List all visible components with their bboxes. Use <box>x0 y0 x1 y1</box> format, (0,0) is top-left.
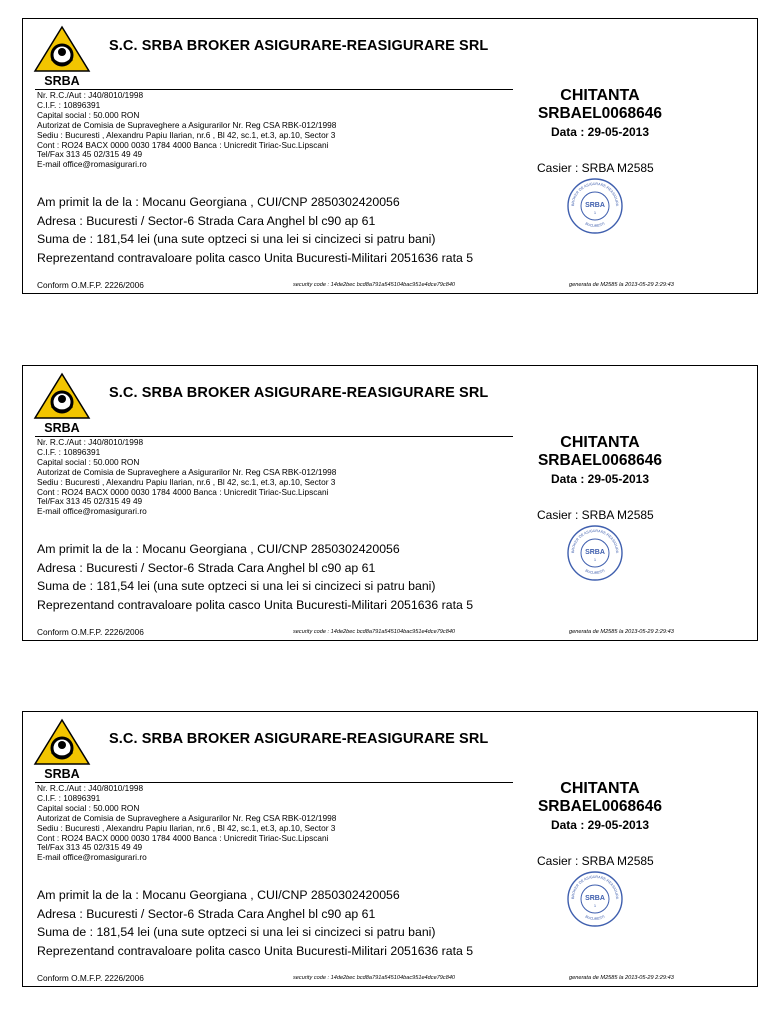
payer-line: Am primit la de la : Mocanu Georgiana , CUI/CNP 2850302420056 <box>37 888 400 902</box>
svg-text:BUCURESTI <box>585 222 606 228</box>
generated-by: generata de M2585 la 2013-05-29 2:29:43 <box>569 282 674 288</box>
company-name: S.C. SRBA BROKER ASIGURARE-REASIGURARE SRL <box>109 385 489 401</box>
share-capital: Capital social : 50.000 RON <box>37 456 140 467</box>
cashier: Casier : SRBA M2585 <box>537 854 654 868</box>
receipt-body <box>37 540 473 614</box>
phone-fax: Tel/Fax 313 45 02/315 49 49 <box>37 842 143 853</box>
logo-text: SRBA <box>44 74 80 87</box>
svg-text:BUCURESTI <box>585 915 606 921</box>
document-title: CHITANTA <box>560 87 640 104</box>
share-capital: Capital social : 50.000 RON <box>37 109 140 120</box>
document-title: CHITANTA <box>560 434 640 451</box>
logo-text: SRBA <box>44 767 80 780</box>
headquarters: Sediu : Bucuresti , Alexandru Papiu Ilarian, nr.6 , Bl 42, sc.1, et.3, ap.10, Sector 3 <box>37 822 336 833</box>
headquarters: Sediu : Bucuresti , Alexandru Papiu Ilarian, nr.6 , Bl 42, sc.1, et.3, ap.10, Sector 3 <box>37 476 336 487</box>
document-title: CHITANTA <box>560 780 640 797</box>
legal-reference: Conform O.M.F.P. 2226/2006 <box>37 627 144 637</box>
srba-logo <box>33 718 91 780</box>
fiscal-code: C.I.F. : 10896391 <box>37 792 101 803</box>
address-line: Adresa : Bucuresti / Sector-6 Strada Cara Anghel bl c90 ap 61 <box>37 213 376 228</box>
address-line: Adresa : Bucuresti / Sector-6 Strada Cara Anghel bl c90 ap 61 <box>37 560 376 575</box>
receipt-date: Data : 29-05-2013 <box>550 472 650 486</box>
stamp-center-text: SRBA <box>585 549 605 556</box>
stamp-bottom-text: BUCURESTI <box>584 568 606 576</box>
fiscal-code: C.I.F. : 10896391 <box>37 446 101 457</box>
security-code: security code : 14de2bec bcd8a791a545104bac951e4dce79c840 <box>293 975 456 981</box>
purpose-line: Reprezentand contravaloare polita casco Unita Bucuresti-Militari 2051636 rata 5 <box>37 943 474 958</box>
purpose-line: Reprezentand contravaloare polita casco Unita Bucuresti-Militari 2051636 rata 5 <box>37 597 474 612</box>
purpose-line: Reprezentand contravaloare polita casco Unita Bucuresti-Militari 2051636 rata 5 <box>37 250 474 265</box>
stamp-center-text: SRBA <box>585 895 605 902</box>
company-details <box>37 438 336 517</box>
receipt-date: Data : 29-05-2013 <box>550 125 650 139</box>
email: E-mail office@romasigurari.ro <box>37 852 147 863</box>
receipt-number: SRBAEL0068646 <box>537 798 663 815</box>
share-capital: Capital social : 50.000 RON <box>37 802 140 813</box>
svg-text:BUCURESTI <box>585 569 606 575</box>
authorization: Autorizat de Comisia de Supraveghere a Asigurarilor Nr. Reg CSA RBK-012/1998 <box>37 812 337 823</box>
receipt-number: SRBAEL0068646 <box>537 105 663 122</box>
stamp-top-text: BROKER DE ASIGURARE-REASIGURA <box>570 528 620 554</box>
authorization: Autorizat de Comisia de Supraveghere a Asigurarilor Nr. Reg CSA RBK-012/1998 <box>37 466 337 477</box>
stamp-bottom-text: BUCURESTI <box>584 914 606 922</box>
bank-account: Cont : RO24 BACX 0000 0030 1784 4000 Banca : Unicredit Tiriac-Suc.Lipscani <box>37 486 329 497</box>
bank-account: Cont : RO24 BACX 0000 0030 1784 4000 Banca : Unicredit Tiriac-Suc.Lipscani <box>37 139 329 150</box>
payer-line: Am primit la de la : Mocanu Georgiana , CUI/CNP 2850302420056 <box>37 195 400 209</box>
stamp-number: 1 <box>593 557 597 562</box>
receipt-date: Data : 29-05-2013 <box>550 818 650 832</box>
address-line: Adresa : Bucuresti / Sector-6 Strada Cara Anghel bl c90 ap 61 <box>37 906 376 921</box>
authorization: Autorizat de Comisia de Supraveghere a Asigurarilor Nr. Reg CSA RBK-012/1998 <box>37 119 337 130</box>
stamp-top-text: BROKER DE ASIGURARE-REASIGURA <box>570 874 620 900</box>
receipt-body <box>37 193 473 267</box>
cashier: Casier : SRBA M2585 <box>537 161 654 175</box>
security-code: security code : 14de2bec bcd8a791a545104bac951e4dce79c840 <box>293 282 456 288</box>
receipt-body <box>37 886 473 960</box>
email: E-mail office@romasigurari.ro <box>37 159 147 170</box>
company-name: S.C. SRBA BROKER ASIGURARE-REASIGURARE SRL <box>109 38 489 54</box>
amount-line: Suma de : 181,54 lei (una sute optzeci si una lei si cincizeci si patru bani) <box>37 925 436 939</box>
company-stamp <box>566 524 624 582</box>
headquarters: Sediu : Bucuresti , Alexandru Papiu Ilarian, nr.6 , Bl 42, sc.1, et.3, ap.10, Sector 3 <box>37 129 336 140</box>
srba-logo <box>33 25 91 87</box>
amount-line: Suma de : 181,54 lei (una sute optzeci si una lei si cincizeci si patru bani) <box>37 232 436 246</box>
stamp-number: 1 <box>593 903 597 908</box>
phone-fax: Tel/Fax 313 45 02/315 49 49 <box>37 496 143 507</box>
security-code: security code : 14de2bec bcd8a791a545104bac951e4dce79c840 <box>293 629 456 635</box>
generated-by: generata de M2585 la 2013-05-29 2:29:43 <box>569 629 674 635</box>
email: E-mail office@romasigurari.ro <box>37 506 147 517</box>
stamp-top-text: BROKER DE ASIGURARE-REASIGURA <box>570 181 620 207</box>
phone-fax: Tel/Fax 313 45 02/315 49 49 <box>37 149 143 160</box>
legal-reference: Conform O.M.F.P. 2226/2006 <box>37 973 144 983</box>
payer-line: Am primit la de la : Mocanu Georgiana , CUI/CNP 2850302420056 <box>37 542 400 556</box>
fiscal-code: C.I.F. : 10896391 <box>37 99 101 110</box>
amount-line: Suma de : 181,54 lei (una sute optzeci si una lei si cincizeci si patru bani) <box>37 579 436 593</box>
bank-account: Cont : RO24 BACX 0000 0030 1784 4000 Banca : Unicredit Tiriac-Suc.Lipscani <box>37 832 329 843</box>
registration-number: Nr. R.C./Aut : J40/8010/1998 <box>37 783 144 793</box>
company-details <box>37 91 336 170</box>
receipt-2 <box>22 365 758 641</box>
cashier: Casier : SRBA M2585 <box>537 508 654 522</box>
company-name: S.C. SRBA BROKER ASIGURARE-REASIGURARE SRL <box>109 731 489 747</box>
company-stamp <box>566 870 624 928</box>
receipt-number: SRBAEL0068646 <box>537 452 663 469</box>
company-details <box>37 784 336 863</box>
registration-number: Nr. R.C./Aut : J40/8010/1998 <box>37 90 144 100</box>
legal-reference: Conform O.M.F.P. 2226/2006 <box>37 280 144 290</box>
stamp-bottom-text: BUCURESTI <box>584 221 606 229</box>
logo-text: SRBA <box>44 421 80 434</box>
srba-logo <box>33 372 91 434</box>
generated-by: generata de M2585 la 2013-05-29 2:29:43 <box>569 975 674 981</box>
receipt-3 <box>22 711 758 987</box>
stamp-number: 1 <box>593 210 597 215</box>
company-stamp <box>566 177 624 235</box>
stamp-center-text: SRBA <box>585 202 605 209</box>
receipt-1 <box>22 18 758 294</box>
registration-number: Nr. R.C./Aut : J40/8010/1998 <box>37 437 144 447</box>
